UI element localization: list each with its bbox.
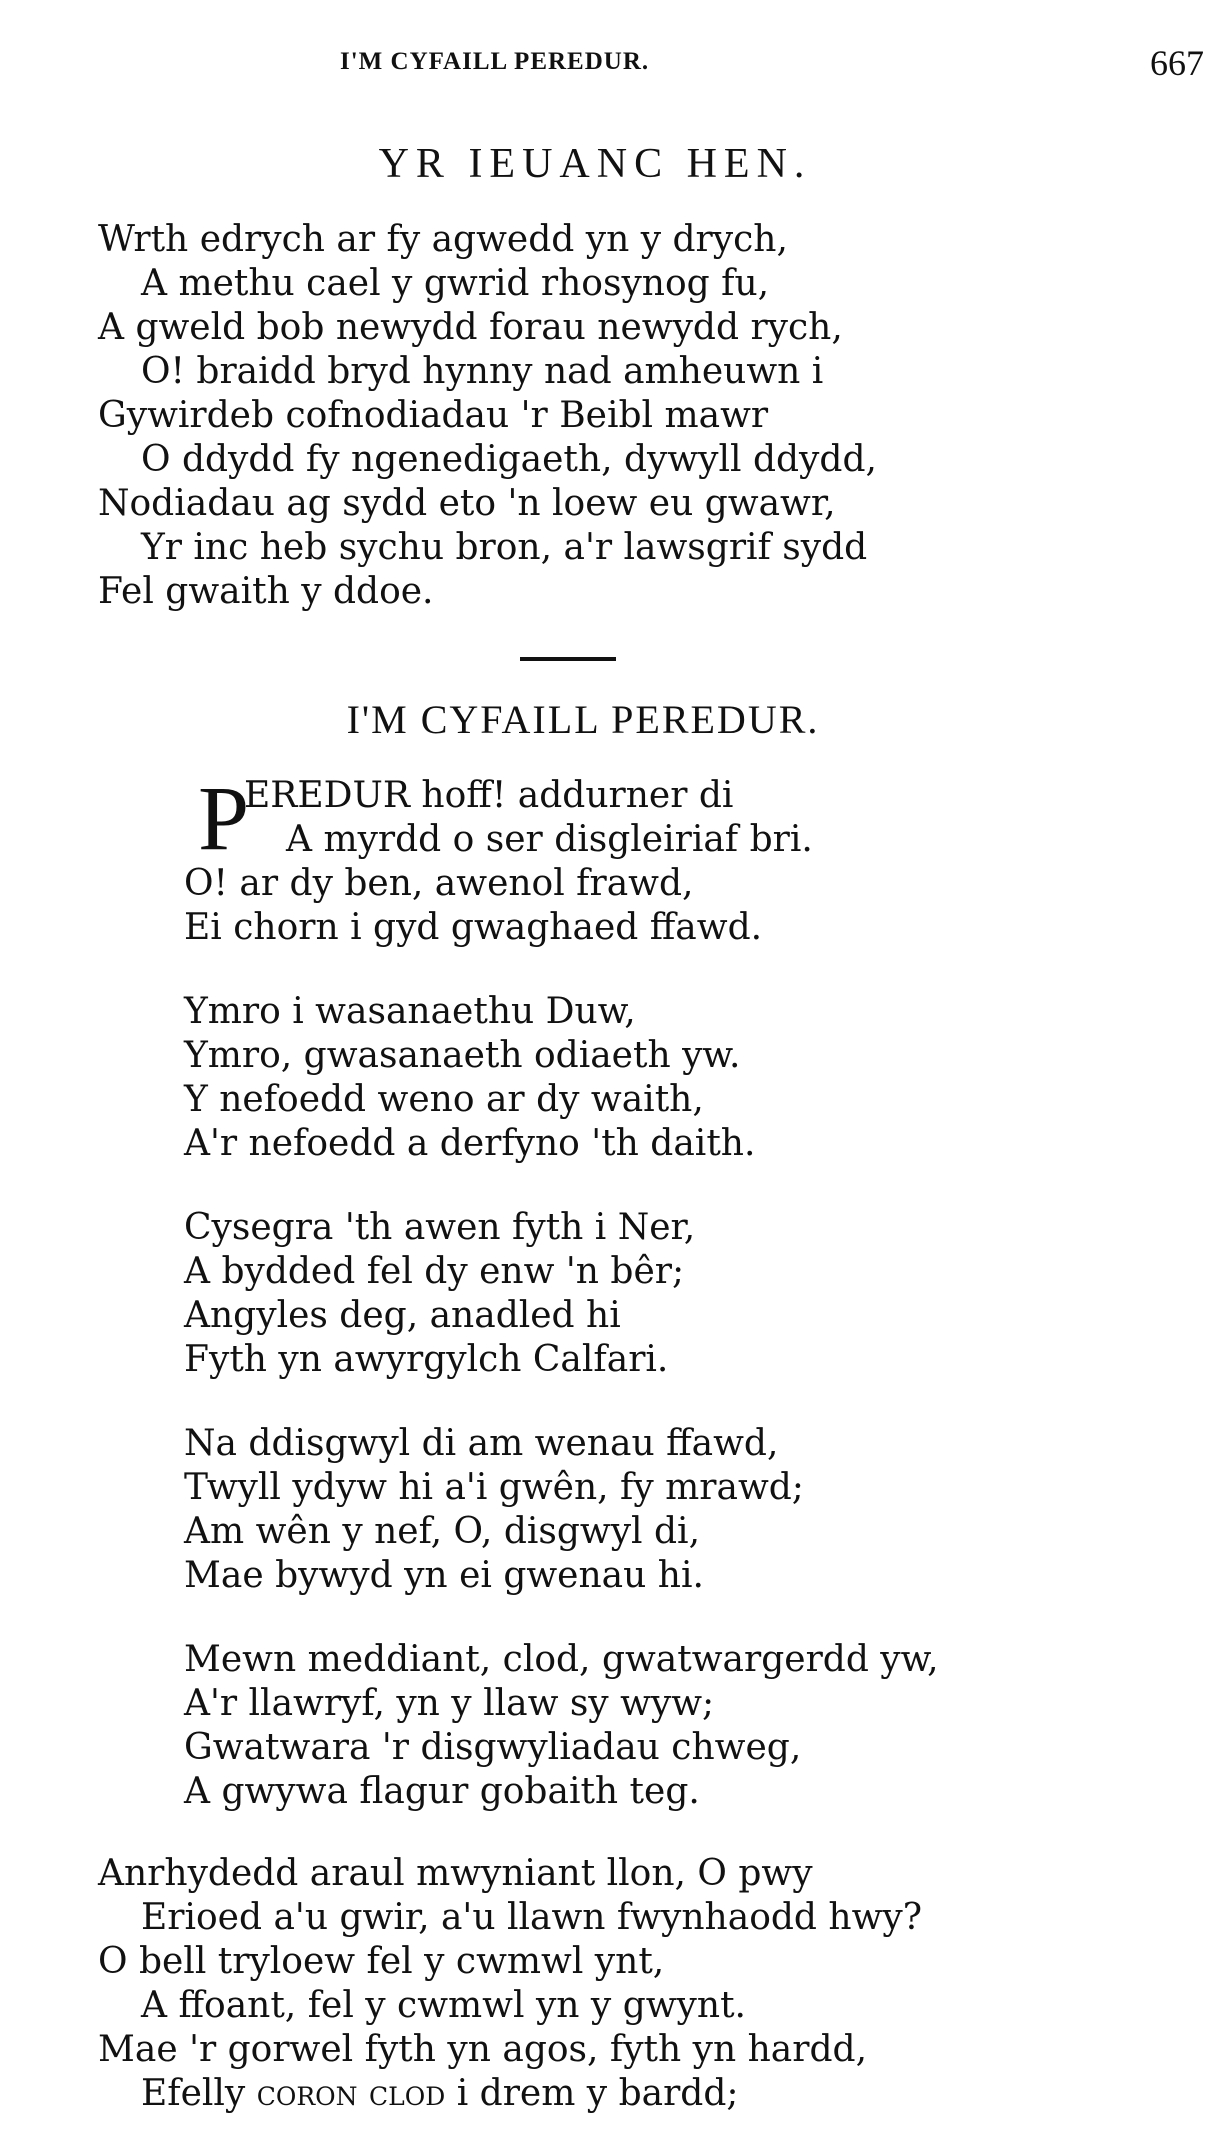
poem-line: Mae bywyd yn ei gwenau hi.	[184, 1555, 704, 1596]
section-divider	[520, 657, 616, 661]
poem-line: Gywirdeb cofnodiadau 'r Beibl mawr	[98, 395, 769, 436]
poem-line: Mewn meddiant, clod, gwatwargerdd yw,	[184, 1639, 939, 1680]
poem-line: Yr inc heb sychu bron, a'r lawsgrif sydd	[141, 527, 868, 568]
poem-line: Ymro, gwasanaeth odiaeth yw.	[184, 1035, 741, 1076]
poem-line: Cysegra 'th awen fyth i Ner,	[184, 1207, 696, 1248]
running-title: I'M CYFAILL PEREDUR.	[340, 48, 650, 75]
poem-line: A gweld bob newydd forau newydd rych,	[98, 307, 843, 348]
poem-line: Y nefoedd weno ar dy waith,	[184, 1079, 704, 1120]
poem-line: O ddydd fy ngenedigaeth, dywyll ddydd,	[141, 439, 877, 480]
poem-title-im-cyfaill-peredur: I'M CYFAILL PEREDUR.	[346, 697, 820, 742]
last-line-end: i drem y bardd;	[445, 2073, 739, 2114]
poem-line: A bydded fel dy enw 'n bêr;	[184, 1251, 685, 1292]
poem-line: EREDUR hoff! addurner di	[244, 775, 734, 816]
poem-line: A ffoant, fel y cwmwl yn y gwynt.	[141, 1985, 746, 2026]
poem-line: A myrdd o ser disgleiriaf bri.	[286, 819, 813, 860]
poem-line: A'r nefoedd a derfyno 'th daith.	[184, 1123, 756, 1164]
poem-line: A gwywa flagur gobaith teg.	[184, 1771, 700, 1812]
poem-line: Nodiadau ag sydd eto 'n loew eu gwawr,	[98, 483, 836, 524]
page-number: 667	[1150, 43, 1204, 83]
poem-line: Am wên y nef, O, disgwyl di,	[184, 1511, 701, 1552]
poem-line: Gwatwara 'r disgwyliadau chweg,	[184, 1727, 802, 1768]
poem-title-yr-ieuanc-hen: YR IEUANC HEN.	[378, 141, 812, 187]
last-line-start: Efelly	[141, 2073, 257, 2114]
poem-line: Ei chorn i gyd gwaghaed ffawd.	[184, 907, 763, 948]
poem-line: Na ddisgwyl di am wenau ffawd,	[184, 1423, 779, 1464]
poem-line: Anrhydedd araul mwyniant llon, O pwy	[98, 1853, 813, 1894]
poem-line: Twyll ydyw hi a'i gwên, fy mrawd;	[184, 1467, 804, 1508]
coron-clod-smallcaps: coron clod	[256, 2073, 446, 2114]
poem-line: Fyth yn awyrgylch Calfari.	[184, 1339, 669, 1380]
poem-line: Wrth edrych ar fy agwedd yn y drych,	[98, 219, 788, 260]
poem-line: Fel gwaith y ddoe.	[98, 571, 434, 612]
drop-cap: P	[198, 767, 250, 869]
poem-line: Mae 'r gorwel fyth yn agos, fyth yn hardd,	[98, 2029, 868, 2070]
poem-line: O! braidd bryd hynny nad amheuwn i	[141, 351, 824, 392]
poem-line: Ymro i wasanaethu Duw,	[184, 991, 636, 1032]
poem-line: Erioed a'u gwir, a'u llawn fwynhaodd hwy?	[141, 1897, 923, 1938]
poem-line: A'r llawryf, yn y llaw sy wyw;	[184, 1683, 715, 1724]
running-head	[0, 44, 1230, 84]
poem-line: O bell tryloew fel y cwmwl ynt,	[98, 1941, 665, 1982]
poem-line: A methu cael y gwrid rhosynog fu,	[141, 263, 770, 304]
poem-line-last	[141, 2072, 739, 2116]
poem-line: O! ar dy ben, awenol frawd,	[184, 863, 694, 904]
poem-line: Angyles deg, anadled hi	[184, 1295, 621, 1336]
